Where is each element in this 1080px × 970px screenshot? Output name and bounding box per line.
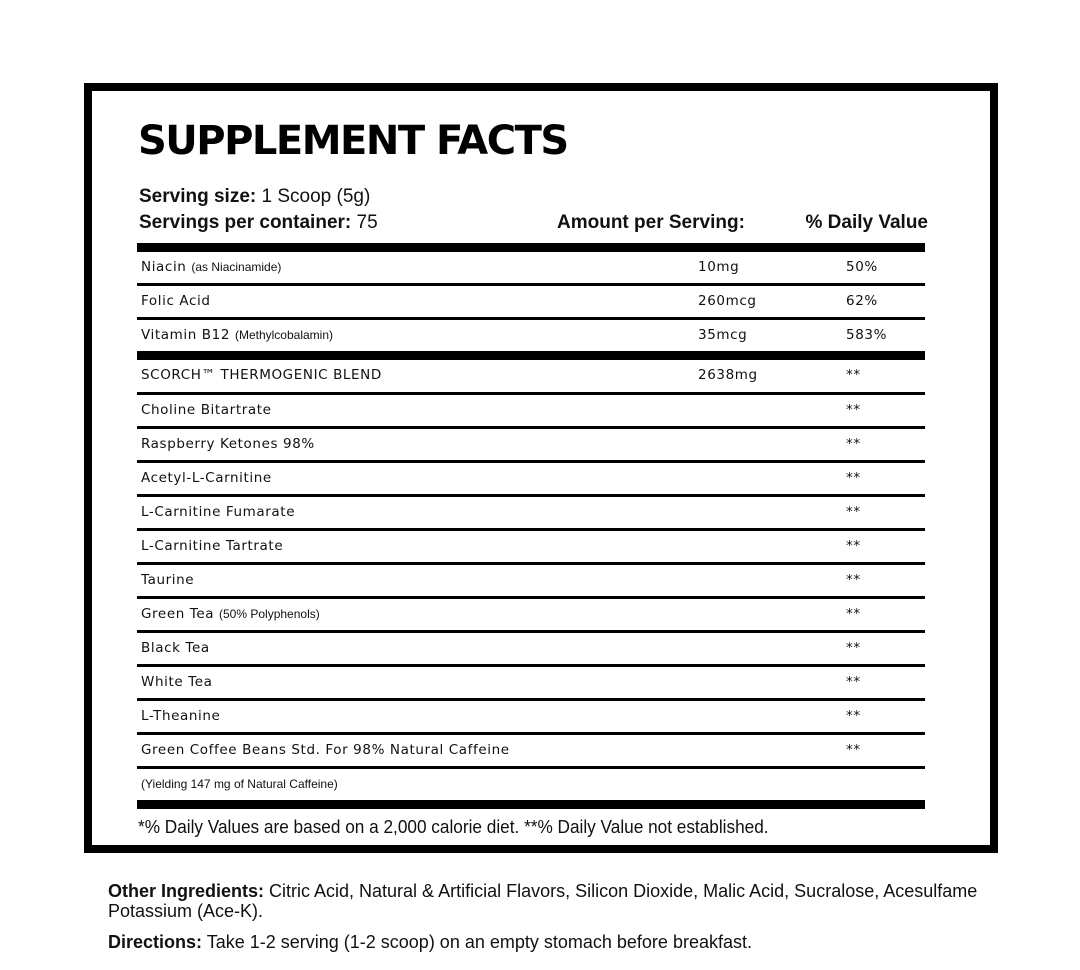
row-daily-value: 50% xyxy=(846,259,878,275)
amount-per-serving-header: Amount per Serving: xyxy=(557,212,745,233)
row-daily-value: ** xyxy=(846,436,861,452)
directions xyxy=(108,932,1008,952)
table-row xyxy=(137,497,925,531)
table-row xyxy=(137,565,925,599)
directions-label: Directions: xyxy=(108,932,203,952)
row-name: Choline Bitartrate xyxy=(141,402,272,418)
row-amount: 35mcg xyxy=(698,327,748,343)
row-daily-value: ** xyxy=(846,674,861,690)
row-daily-value: ** xyxy=(846,640,861,656)
row-name: Niacin (as Niacinamide) xyxy=(141,259,282,275)
daily-value-footnote: *% Daily Values are based on a 2,000 calorie diet. **% Daily Value not established. xyxy=(138,816,769,837)
table-row xyxy=(137,701,925,735)
blend-row xyxy=(137,360,925,395)
table-row xyxy=(137,463,925,497)
row-name: Raspberry Ketones 98% xyxy=(141,436,315,452)
row-daily-value: 583% xyxy=(846,327,887,343)
table-row xyxy=(137,320,925,360)
row-name: SCORCH™ THERMOGENIC BLEND xyxy=(141,367,382,383)
row-daily-value: ** xyxy=(846,402,861,418)
row-name: L-Theanine xyxy=(141,708,221,724)
row-name: Vitamin B12 (Methylcobalamin) xyxy=(141,327,333,343)
serving-size xyxy=(139,187,370,206)
table-row xyxy=(137,395,925,429)
serving-size-label: Serving size: xyxy=(139,186,257,207)
serving-size-value: 1 Scoop (5g) xyxy=(256,186,371,207)
row-name: L-Carnitine Tartrate xyxy=(141,538,284,554)
caffeine-yield-row xyxy=(137,769,925,809)
row-daily-value: ** xyxy=(846,742,861,758)
servings-per-container-label: Servings per container: xyxy=(139,212,352,233)
other-ingredients-label: Other Ingredients: xyxy=(108,881,265,901)
table-row xyxy=(137,667,925,701)
row-daily-value: ** xyxy=(846,708,861,724)
directions-text: Take 1-2 serving (1-2 scoop) on an empty stomach before breakfast. xyxy=(202,932,752,952)
row-daily-value: ** xyxy=(846,367,861,383)
table-row xyxy=(137,286,925,320)
servings-per-container xyxy=(139,213,378,232)
row-amount: 10mg xyxy=(698,259,740,275)
caffeine-yield-note: (Yielding 147 mg of Natural Caffeine) xyxy=(141,777,338,791)
row-daily-value: 62% xyxy=(846,293,878,309)
table-row xyxy=(137,252,925,286)
servings-per-container-value: 75 xyxy=(351,212,378,233)
facts-table xyxy=(137,243,925,809)
row-name: White Tea xyxy=(141,674,213,690)
row-daily-value: ** xyxy=(846,572,861,588)
table-row xyxy=(137,633,925,667)
table-row xyxy=(137,531,925,565)
row-name: Green Tea (50% Polyphenols) xyxy=(141,606,320,622)
row-daily-value: ** xyxy=(846,504,861,520)
table-row xyxy=(137,735,925,769)
row-name: Acetyl-L-Carnitine xyxy=(141,470,272,486)
other-ingredients xyxy=(108,881,1008,921)
daily-value-header: % Daily Value xyxy=(805,212,928,233)
row-amount: 260mcg xyxy=(698,293,757,309)
supplement-facts-panel xyxy=(84,83,998,853)
row-daily-value: ** xyxy=(846,606,861,622)
row-name: Black Tea xyxy=(141,640,210,656)
row-name: Taurine xyxy=(141,572,195,588)
table-row xyxy=(137,429,925,463)
row-daily-value: ** xyxy=(846,470,861,486)
row-amount: 2638mg xyxy=(698,367,758,383)
other-ingredients-text: Citric Acid, Natural & Artificial Flavors, Silicon Dioxide, Malic Acid, Sucralose, Acesulfame Potassium (Ace-K). xyxy=(108,881,978,921)
row-name: Green Coffee Beans Std. For 98% Natural Caffeine xyxy=(141,742,510,758)
panel-title: SUPPLEMENT FACTS xyxy=(138,118,568,164)
row-name: Folic Acid xyxy=(141,293,211,309)
row-daily-value: ** xyxy=(846,538,861,554)
row-name: L-Carnitine Fumarate xyxy=(141,504,296,520)
table-row xyxy=(137,599,925,633)
